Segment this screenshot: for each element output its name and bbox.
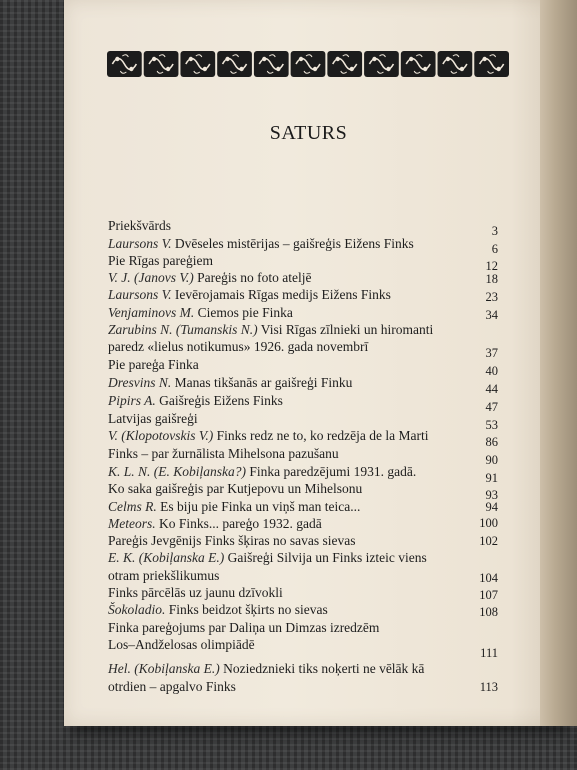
toc-entry [108, 584, 498, 602]
toc-title: Visi Rīgas zīlnieki un hiromanti [260, 322, 434, 337]
toc-page-number: 93 [485, 488, 498, 502]
toc-author: Venjaminovs M. [108, 305, 195, 320]
toc-entry [108, 567, 498, 585]
toc-entry [108, 463, 498, 485]
toc-page-number: 6 [491, 242, 498, 256]
toc-page-number: 90 [485, 453, 498, 467]
toc-author: Laursons V. [108, 287, 172, 302]
toc-entry [108, 304, 498, 322]
toc-entry [108, 338, 498, 360]
toc-page-number: 37 [485, 346, 498, 360]
toc-entry [108, 410, 498, 432]
toc-title: Finks pārcēlās uz jaunu dzīvokli [108, 585, 283, 600]
toc-page-number: 94 [485, 500, 498, 514]
toc-page-number: 102 [479, 534, 498, 548]
toc-entry [108, 480, 498, 502]
toc-author: Pipirs A. [108, 393, 156, 408]
toc-title: Noziedznieki tiks noķerti ne vēlāk kā [223, 661, 425, 676]
ornament-motif [254, 51, 289, 77]
toc-author: V. J. (Janovs V.) [108, 270, 194, 285]
toc-page-number: 40 [485, 364, 498, 378]
toc-author: Meteors. [108, 516, 156, 531]
toc-author: Šokoladio. [108, 602, 166, 617]
toc-entry [108, 356, 498, 378]
toc-title: Pareģis no foto ateljē [197, 270, 312, 285]
toc-page-number: 113 [479, 680, 498, 694]
toc-entry [108, 252, 498, 273]
toc-title: Manas tikšanās ar gaišreģi Finku [174, 375, 353, 390]
toc-title: Es biju pie Finka un viņš man teica... [160, 499, 361, 514]
toc-author: Laursons V. [108, 236, 172, 251]
ornament-motif [291, 51, 326, 77]
ornament-motif [107, 51, 142, 77]
toc-title: Dvēseles mistērijas – gaišreģis Eižens Finks [174, 236, 414, 251]
toc-entry [108, 374, 498, 396]
toc-page-number: 91 [485, 471, 498, 485]
toc-entry [108, 445, 498, 467]
toc-author: Hel. (Kobiļanska E.) [108, 661, 220, 676]
toc-title: Gaišreģis Eižens Finks [159, 393, 283, 408]
toc-page-number: 86 [485, 435, 498, 449]
ornament-motif [180, 51, 215, 77]
toc-entry [108, 235, 498, 256]
toc-author: Zarubins N. (Tumanskis N.) [108, 322, 258, 337]
toc-page-number: 23 [485, 290, 498, 304]
toc-title: Ievērojamais Rīgas medijs Eižens Finks [174, 287, 391, 302]
toc-page-number: 111 [480, 646, 498, 660]
toc-title: Finka pareģojums par Daliņa un Dimzas izredzēm [108, 620, 380, 635]
ornament-motif [327, 51, 362, 77]
toc-page-number: 104 [479, 571, 498, 585]
toc-entry [108, 392, 498, 414]
toc-entry [108, 660, 498, 678]
toc-title: Los–Andželosas olimpiādē [108, 637, 255, 652]
toc-entry [108, 286, 498, 304]
toc-page-number: 47 [485, 400, 498, 414]
toc-title: Pie Rīgas pareģiem [108, 253, 213, 268]
ornament-motif [401, 51, 436, 77]
toc-title: Latvijas gaišreģi [108, 411, 198, 426]
contents-heading: SATURS [269, 122, 348, 144]
toc-title: Finks beidzot šķirts no sievas [168, 602, 328, 617]
toc-title: Pareģis Jevgēnijs Finks šķiras no savas sievas [108, 533, 356, 548]
toc-page-number: 108 [479, 605, 498, 619]
toc-title: Ko saka gaišreģis par Kutjepovu un Mihelsonu [108, 481, 363, 496]
toc-page-number: 107 [479, 588, 498, 602]
toc-entry [108, 269, 498, 287]
toc-entry [108, 601, 498, 619]
toc-author: Celms R. [108, 499, 157, 514]
toc-page-number: 44 [485, 382, 498, 396]
ornament-motif [364, 51, 399, 77]
toc-page-number: 100 [479, 516, 498, 530]
toc-page-number: 34 [485, 308, 498, 322]
toc-page-number: 18 [485, 272, 498, 286]
toc-title: Finks – par žurnālista Mihelsona pazušanu [108, 446, 339, 461]
ornament-motif [144, 51, 179, 77]
toc-entry [108, 532, 498, 550]
toc-entry [108, 515, 498, 533]
toc-page-number: 53 [485, 418, 498, 432]
toc-title: Ciemos pie Finka [197, 305, 293, 320]
floral-border-icon [106, 47, 510, 81]
book-edge [540, 0, 577, 726]
toc-author: K. L. N. (E. Kobiļanska?) [108, 464, 247, 479]
toc-entry [108, 619, 498, 637]
toc-page-number: 12 [485, 259, 498, 273]
toc-title: otrdien – apgalvo Finks [108, 679, 236, 694]
ornament-motif [438, 51, 473, 77]
toc-entry [108, 498, 498, 516]
toc-author: Dresvins N. [108, 375, 172, 390]
toc-entry [108, 636, 498, 660]
toc-title: Ko Finks... pareģo 1932. gadā [159, 516, 322, 531]
toc-entry [108, 678, 498, 696]
toc-entry [108, 549, 498, 567]
toc-title: Pie pareģa Finka [108, 357, 199, 372]
toc-author: V. (Klopotovskis V.) [108, 428, 214, 443]
ornament-motif [474, 51, 509, 77]
toc-page-number: 3 [491, 224, 498, 238]
toc-entry [108, 217, 498, 238]
toc-entry [108, 321, 498, 339]
toc-author: E. K. (Kobiļanska E.) [108, 550, 225, 565]
toc-title: Priekšvārds [108, 218, 171, 233]
toc-title: Finks redz ne to, ko redzēja de la Marti [216, 428, 429, 443]
toc-title: paredz «lielus notikumus» 1926. gada novembrī [108, 339, 369, 354]
toc-entry [108, 427, 498, 449]
toc-title: otram priekšlikumus [108, 568, 220, 583]
ornament-motif [217, 51, 252, 77]
toc-title: Finka paredzējumi 1931. gadā. [249, 464, 417, 479]
toc-title: Gaišreģi Silvija un Finks izteic viens [227, 550, 427, 565]
